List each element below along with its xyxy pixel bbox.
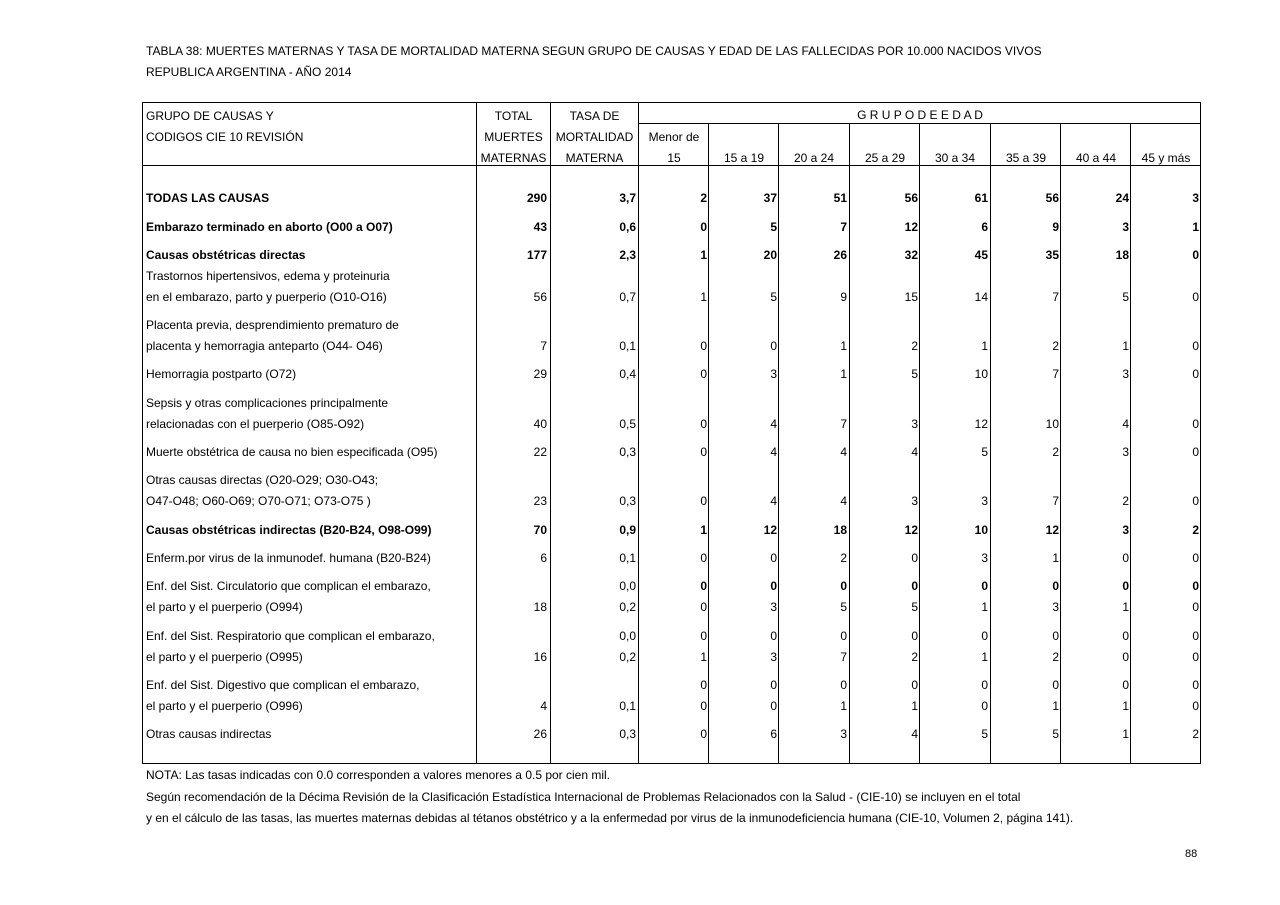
row-tasa: 3,7	[619, 191, 636, 205]
row-age-value: 0	[770, 339, 777, 353]
row-age-value: 10	[974, 523, 988, 537]
row-age-value: 7	[840, 417, 847, 431]
row-age-value: 0	[770, 629, 777, 643]
row-total: 22	[533, 445, 547, 459]
row-age-value: 0	[1192, 629, 1199, 643]
row-age-value: 4	[1122, 417, 1129, 431]
row-age-value: 45	[974, 248, 988, 262]
row-tasa: 0,3	[619, 494, 636, 508]
row-label: Enferm.por virus de la inmunodef. humana (B20-B24)	[146, 551, 431, 565]
row-age-value: 0	[700, 600, 707, 614]
row-age-value: 0	[1192, 339, 1199, 353]
row-label: Hemorragia postparto (O72)	[146, 367, 297, 381]
row-age-value: 1	[700, 290, 707, 304]
row-tasa: 0,9	[619, 523, 636, 537]
row-tasa: 0,3	[619, 727, 636, 741]
row-label: en el embarazo, parto y puerperio (O10-O16)	[146, 290, 387, 304]
row-age-value: 0	[770, 678, 777, 692]
row-age-value: 1	[1122, 727, 1129, 741]
row-label: Otras causas directas (O20-O29; O30-O43;	[146, 473, 379, 487]
row-total: 7	[540, 339, 547, 353]
row-label: Sepsis y otras complicaciones principalmente	[146, 396, 389, 410]
row-total: 70	[533, 523, 547, 537]
row-age-value: 5	[981, 445, 988, 459]
row-age-value: 0	[1192, 290, 1199, 304]
row-age-value: 5	[911, 600, 918, 614]
row-age-value: 0	[700, 445, 707, 459]
row-label: Causas obstétricas directas	[146, 248, 306, 262]
row-age-value: 56	[1045, 191, 1059, 205]
row-age-value: 0	[1192, 494, 1199, 508]
row-age-value: 0	[770, 579, 777, 593]
row-age-value: 7	[1052, 290, 1059, 304]
header-age-group: G R U P O D E E D A D	[857, 108, 983, 122]
row-age-value: 2	[911, 650, 918, 664]
table-title: TABLA 38: MUERTES MATERNAS Y TASA DE MORTALIDAD MATERNA SEGUN GRUPO DE CAUSAS Y EDAD DE LAS FALLECIDAS POR 10.000 NACIDOS VIVOS	[146, 44, 1042, 58]
row-age-value: 1	[840, 367, 847, 381]
row-age-value: 5	[1122, 290, 1129, 304]
row-total: 16	[533, 650, 547, 664]
row-age-value: 7	[840, 650, 847, 664]
row-age-value: 0	[700, 678, 707, 692]
row-age-value: 7	[1052, 494, 1059, 508]
header-age-col: 30 a 34	[934, 151, 976, 165]
footnote: Según recomendación de la Décima Revisión de la Clasificación Estadística Internacional de Problemas Relacionados con la Salud - (CIE-10) se incluyen en el total	[146, 790, 1021, 804]
row-age-value: 3	[1122, 367, 1129, 381]
row-total: 40	[533, 417, 547, 431]
row-age-value: 0	[840, 579, 847, 593]
row-age-value: 4	[770, 417, 777, 431]
row-total: 177	[526, 248, 547, 262]
row-age-value: 26	[833, 248, 847, 262]
row-age-value: 0	[700, 367, 707, 381]
row-age-value: 4	[840, 445, 847, 459]
row-tasa: 0,3	[619, 445, 636, 459]
row-age-value: 0	[981, 699, 988, 713]
row-age-value: 2	[1122, 494, 1129, 508]
row-age-value: 3	[770, 650, 777, 664]
row-age-value: 9	[1052, 220, 1059, 234]
row-age-value: 0	[1192, 248, 1199, 262]
row-age-value: 3	[1122, 445, 1129, 459]
row-tasa: 0,2	[619, 650, 636, 664]
header-bottom-line	[143, 165, 1201, 166]
row-age-value: 3	[1192, 191, 1199, 205]
row-age-value: 0	[1192, 650, 1199, 664]
row-age-value: 12	[904, 220, 918, 234]
row-age-value: 1	[700, 650, 707, 664]
row-age-value: 4	[770, 494, 777, 508]
row-age-value: 2	[1052, 445, 1059, 459]
header-age-col: 20 a 24	[793, 151, 835, 165]
row-age-value: 0	[700, 494, 707, 508]
row-age-value: 0	[840, 678, 847, 692]
row-age-value: 12	[763, 523, 777, 537]
row-tasa: 0,1	[619, 699, 636, 713]
row-age-value: 14	[974, 290, 988, 304]
row-age-value: 0	[1122, 629, 1129, 643]
row-total: 29	[533, 367, 547, 381]
row-total: 290	[526, 191, 547, 205]
row-age-value: 0	[981, 678, 988, 692]
header-age-col: 15	[667, 151, 681, 165]
row-label: placenta y hemorragia anteparto (O44- O46)	[146, 339, 383, 353]
row-age-value: 2	[1192, 727, 1199, 741]
row-age-value: 0	[1192, 417, 1199, 431]
footnote: NOTA: Las tasas indicadas con 0.0 corresponden a valores menores a 0.5 por cien mil.	[146, 768, 611, 782]
row-age-value: 18	[1115, 248, 1129, 262]
row-age-value: 1	[1122, 699, 1129, 713]
row-age-value: 0	[911, 551, 918, 565]
row-age-value: 0	[1192, 678, 1199, 692]
row-label: el parto y el puerperio (O996)	[146, 699, 303, 713]
row-age-value: 1	[911, 699, 918, 713]
row-age-value: 2	[700, 191, 707, 205]
row-total: 26	[533, 727, 547, 741]
row-age-value: 1	[700, 248, 707, 262]
row-label: Causas obstétricas indirectas (B20-B24, O98-O99)	[146, 523, 432, 537]
row-age-value: 51	[833, 191, 847, 205]
row-age-value: 4	[911, 445, 918, 459]
row-age-value: 18	[833, 523, 847, 537]
row-age-value: 4	[840, 494, 847, 508]
row-age-value: 7	[840, 220, 847, 234]
header-age-col: 15 a 19	[723, 151, 765, 165]
row-age-value: 12	[1045, 523, 1059, 537]
row-age-value: 4	[911, 727, 918, 741]
row-age-value: 5	[840, 600, 847, 614]
header-tasa-line3: MATERNA	[565, 151, 624, 165]
row-age-value: 5	[911, 367, 918, 381]
row-age-value: 5	[981, 727, 988, 741]
row-age-value: 56	[904, 191, 918, 205]
row-age-value: 5	[770, 220, 777, 234]
row-age-value: 0	[700, 220, 707, 234]
row-label: el parto y el puerperio (O994)	[146, 600, 303, 614]
row-age-value: 12	[974, 417, 988, 431]
row-age-value: 6	[770, 727, 777, 741]
row-age-value: 20	[763, 248, 777, 262]
row-age-value: 37	[763, 191, 777, 205]
mortality-table	[142, 102, 1201, 764]
row-tasa: 0,0	[619, 629, 636, 643]
row-tasa: 0,7	[619, 290, 636, 304]
row-total: 6	[540, 551, 547, 565]
header-age-col: 45 y más	[1141, 151, 1191, 165]
age-group-divider	[639, 123, 1201, 124]
row-age-value: 0	[1052, 629, 1059, 643]
row-age-value: 1	[840, 339, 847, 353]
row-total: 4	[540, 699, 547, 713]
footnote: y en el cálculo de las tasas, las muertes maternas debidas al tétanos obstétrico y a la enfermedad por virus de la inmunodeficiencia humana (CIE-10, Volumen 2, página 141).	[146, 811, 1074, 825]
row-tasa: 2,3	[619, 248, 636, 262]
header-tasa-line1: TASA DE	[569, 109, 620, 123]
row-age-value: 3	[1052, 600, 1059, 614]
row-age-value: 0	[1122, 551, 1129, 565]
row-age-value: 1	[1052, 699, 1059, 713]
header-causes-line2: CODIGOS CIE 10 REVISIÓN	[146, 130, 304, 144]
row-tasa: 0,2	[619, 600, 636, 614]
row-label: TODAS LAS CAUSAS	[146, 191, 270, 205]
row-age-value: 0	[770, 551, 777, 565]
row-age-value: 3	[981, 551, 988, 565]
row-label: Enf. del Sist. Respiratorio que complican el embarazo,	[146, 629, 435, 643]
row-tasa: 0,5	[619, 417, 636, 431]
row-tasa: 0,0	[619, 579, 636, 593]
row-label: Muerte obstétrica de causa no bien especificada (O95)	[146, 445, 438, 459]
row-age-value: 1	[981, 650, 988, 664]
row-age-value: 1	[1192, 220, 1199, 234]
row-age-value: 7	[1052, 367, 1059, 381]
row-age-value: 1	[1052, 551, 1059, 565]
row-age-value: 32	[904, 248, 918, 262]
row-total: 56	[533, 290, 547, 304]
row-label: Otras causas indirectas	[146, 727, 272, 741]
header-total-line3: MATERNAS	[480, 151, 547, 165]
row-age-value: 0	[700, 699, 707, 713]
row-age-value: 10	[1045, 417, 1059, 431]
row-age-value: 15	[904, 290, 918, 304]
row-age-value: 1	[981, 600, 988, 614]
row-tasa: 0,6	[619, 220, 636, 234]
page-number: 88	[1185, 848, 1198, 860]
table-subtitle: REPUBLICA ARGENTINA - AÑO 2014	[146, 65, 352, 79]
row-label: Enf. del Sist. Circulatorio que complican el embarazo,	[146, 579, 431, 593]
row-label: O47-O48; O60-O69; O70-O71; O73-O75 )	[146, 494, 371, 508]
row-age-value: 0	[700, 629, 707, 643]
row-label: Enf. del Sist. Digestivo que complican el embarazo,	[146, 678, 420, 692]
row-age-value: 0	[1192, 445, 1199, 459]
row-age-value: 0	[1192, 579, 1199, 593]
row-age-value: 12	[904, 523, 918, 537]
row-age-value: 0	[1192, 551, 1199, 565]
row-tasa: 0,1	[619, 551, 636, 565]
row-tasa: 0,4	[619, 367, 636, 381]
row-age-value: 0	[1122, 650, 1129, 664]
row-age-value: 5	[1052, 727, 1059, 741]
row-age-value: 1	[700, 523, 707, 537]
row-age-value: 1	[1122, 600, 1129, 614]
row-label: Embarazo terminado en aborto (O00 a O07)	[146, 220, 393, 234]
row-age-value: 4	[770, 445, 777, 459]
row-age-value: 0	[1052, 678, 1059, 692]
row-age-value: 0	[700, 339, 707, 353]
row-age-value: 2	[911, 339, 918, 353]
row-age-value: 35	[1045, 248, 1059, 262]
row-age-value: 0	[911, 629, 918, 643]
row-age-value: 0	[1122, 579, 1129, 593]
header-age-col: 35 a 39	[1005, 151, 1047, 165]
row-age-value: 3	[770, 367, 777, 381]
row-age-value: 0	[911, 678, 918, 692]
row-age-value: 3	[1122, 523, 1129, 537]
header-total-line1: TOTAL	[494, 109, 533, 123]
row-total: 23	[533, 494, 547, 508]
row-age-value: 2	[1052, 339, 1059, 353]
row-label: Trastornos hipertensivos, edema y proteinuria	[146, 269, 390, 283]
row-age-value: 0	[1192, 600, 1199, 614]
row-label: Placenta previa, desprendimiento prematuro de	[146, 318, 399, 332]
row-age-value: 2	[1052, 650, 1059, 664]
row-age-value: 2	[840, 551, 847, 565]
row-age-value: 0	[700, 579, 707, 593]
row-age-value: 3	[770, 600, 777, 614]
row-label: el parto y el puerperio (O995)	[146, 650, 303, 664]
row-tasa: 0,1	[619, 339, 636, 353]
header-age-col: 25 a 29	[864, 151, 906, 165]
row-age-value: 3	[1122, 220, 1129, 234]
row-age-value: 3	[840, 727, 847, 741]
row-age-value: 6	[981, 220, 988, 234]
row-age-value: 3	[911, 417, 918, 431]
row-age-value: 61	[974, 191, 988, 205]
row-age-value: 0	[911, 579, 918, 593]
row-total: 43	[533, 220, 547, 234]
row-age-value: 1	[840, 699, 847, 713]
row-label: relacionadas con el puerperio (O85-O92)	[146, 417, 365, 431]
row-age-value: 3	[911, 494, 918, 508]
row-age-value: 24	[1115, 191, 1129, 205]
row-age-value: 1	[1122, 339, 1129, 353]
header-age-col: Menor de	[648, 130, 700, 144]
row-age-value: 0	[1122, 678, 1129, 692]
row-age-value: 0	[700, 551, 707, 565]
row-age-value: 0	[840, 629, 847, 643]
row-age-value: 5	[770, 290, 777, 304]
row-age-value: 0	[1192, 367, 1199, 381]
row-age-value: 9	[840, 290, 847, 304]
row-age-value: 0	[770, 699, 777, 713]
row-age-value: 1	[981, 339, 988, 353]
row-age-value: 2	[1192, 523, 1199, 537]
header-tasa-line2: MORTALIDAD	[555, 130, 634, 144]
row-age-value: 3	[981, 494, 988, 508]
row-age-value: 0	[700, 727, 707, 741]
row-age-value: 0	[981, 579, 988, 593]
row-total: 18	[533, 600, 547, 614]
header-causes-line1: GRUPO DE CAUSAS Y	[146, 109, 274, 123]
row-age-value: 0	[1052, 579, 1059, 593]
row-age-value: 10	[974, 367, 988, 381]
row-age-value: 0	[700, 417, 707, 431]
header-total-line2: MUERTES	[484, 130, 543, 144]
row-age-value: 0	[981, 629, 988, 643]
header-age-col: 40 a 44	[1075, 151, 1117, 165]
row-age-value: 0	[1192, 699, 1199, 713]
